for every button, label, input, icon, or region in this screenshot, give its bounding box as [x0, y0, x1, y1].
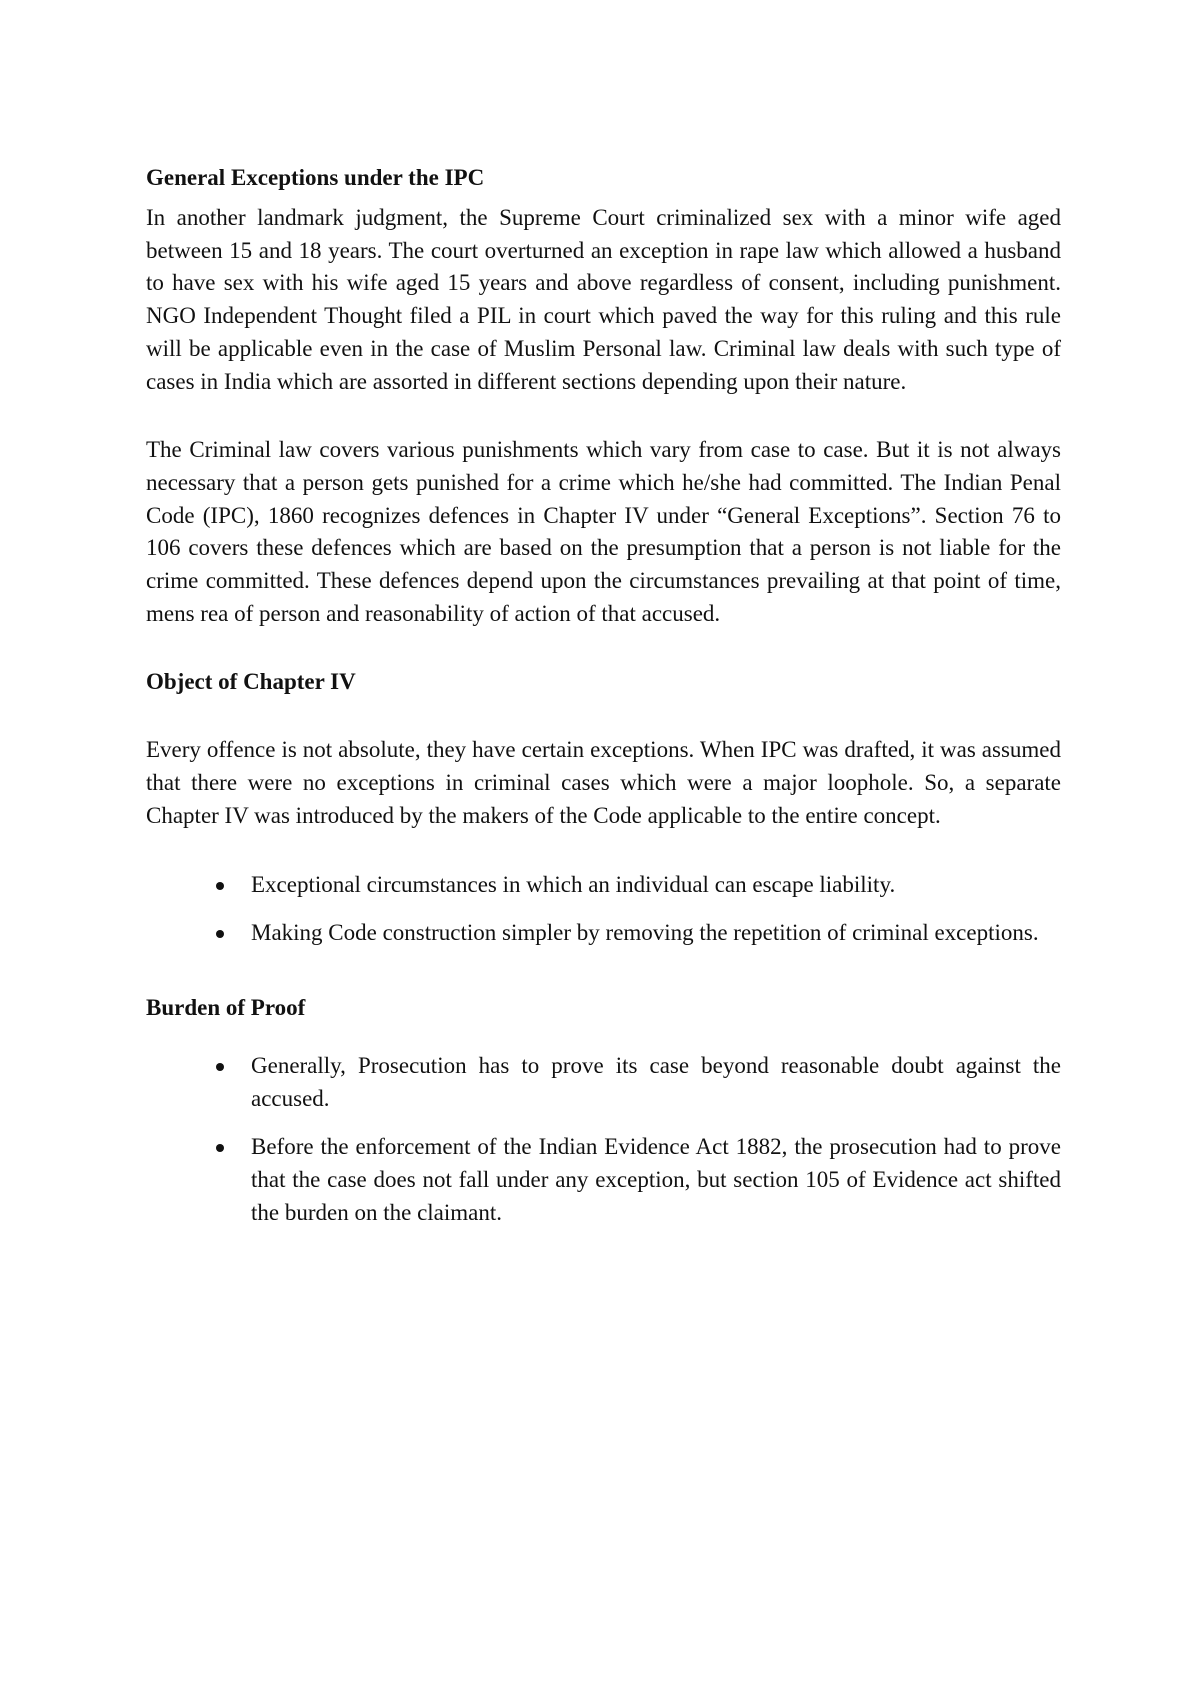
document-body	[146, 162, 1061, 1245]
list-item-text: Making Code construction simpler by removing the repetition of criminal exceptions.	[251, 920, 1039, 946]
heading-object-of-chapter: Object of Chapter IV	[146, 669, 356, 695]
burden-bullet-list	[146, 1050, 1061, 1230]
list-item	[146, 1050, 1061, 1115]
object-bullet-list	[146, 869, 1061, 950]
bullet-icon	[216, 930, 224, 938]
paragraph-landmark-judgment: In another landmark judgment, the Supreme Court criminalized sex with a minor wife aged between 15 and 18 years. The court overturned an exception in rape law which allowed a husband to have sex with his wife aged 15 years and above regardless of consent, including punishment. NGO Independent Thought filed a PIL in court which paved the way for this ruling and this rule will be applicable even in the case of Muslim Personal law. Criminal law deals with such type of cases in India which are assorted in different sections depending upon their nature.	[146, 205, 1061, 394]
list-item	[146, 917, 1061, 950]
bullet-icon	[216, 1144, 224, 1152]
heading-burden-of-proof: Burden of Proof	[146, 994, 306, 1020]
paragraph-criminal-law: The Criminal law covers various punishments which vary from case to case. But it is not always necessary that a person gets punished for a crime which he/she had committed. The Indian Penal Code (IPC), 1860 recognizes defences in Chapter IV under “General Exceptions”. Section 76 to 106 covers these defences which are based on the presumption that a person is not liable for the crime committed. These defences depend upon the circumstances prevailing at that point of time, mens rea of person and reasonability of action of that accused.	[146, 437, 1061, 626]
heading-general-exceptions: General Exceptions under the IPC	[146, 165, 485, 190]
bullet-icon	[216, 1063, 224, 1071]
list-item-text: Generally, Prosecution has to prove its case beyond reasonable doubt against the accused.	[251, 1052, 1061, 1111]
list-item-text: Exceptional circumstances in which an individual can escape liability.	[251, 871, 896, 897]
paragraph-every-offence: Every offence is not absolute, they have certain exceptions. When IPC was drafted, it was assumed that there were no exceptions in criminal cases which were a major loophole. So, a separate Chapter IV was introduced by the makers of the Code applicable to the entire concept.	[146, 737, 1061, 828]
bullet-icon	[216, 882, 224, 890]
list-item	[146, 1131, 1061, 1229]
list-item	[146, 869, 1061, 902]
list-item-text: Before the enforcement of the Indian Evidence Act 1882, the prosecution had to prove that the case does not fall under any exception, but section 105 of Evidence act shifted the burden on the claimant.	[251, 1134, 1061, 1225]
